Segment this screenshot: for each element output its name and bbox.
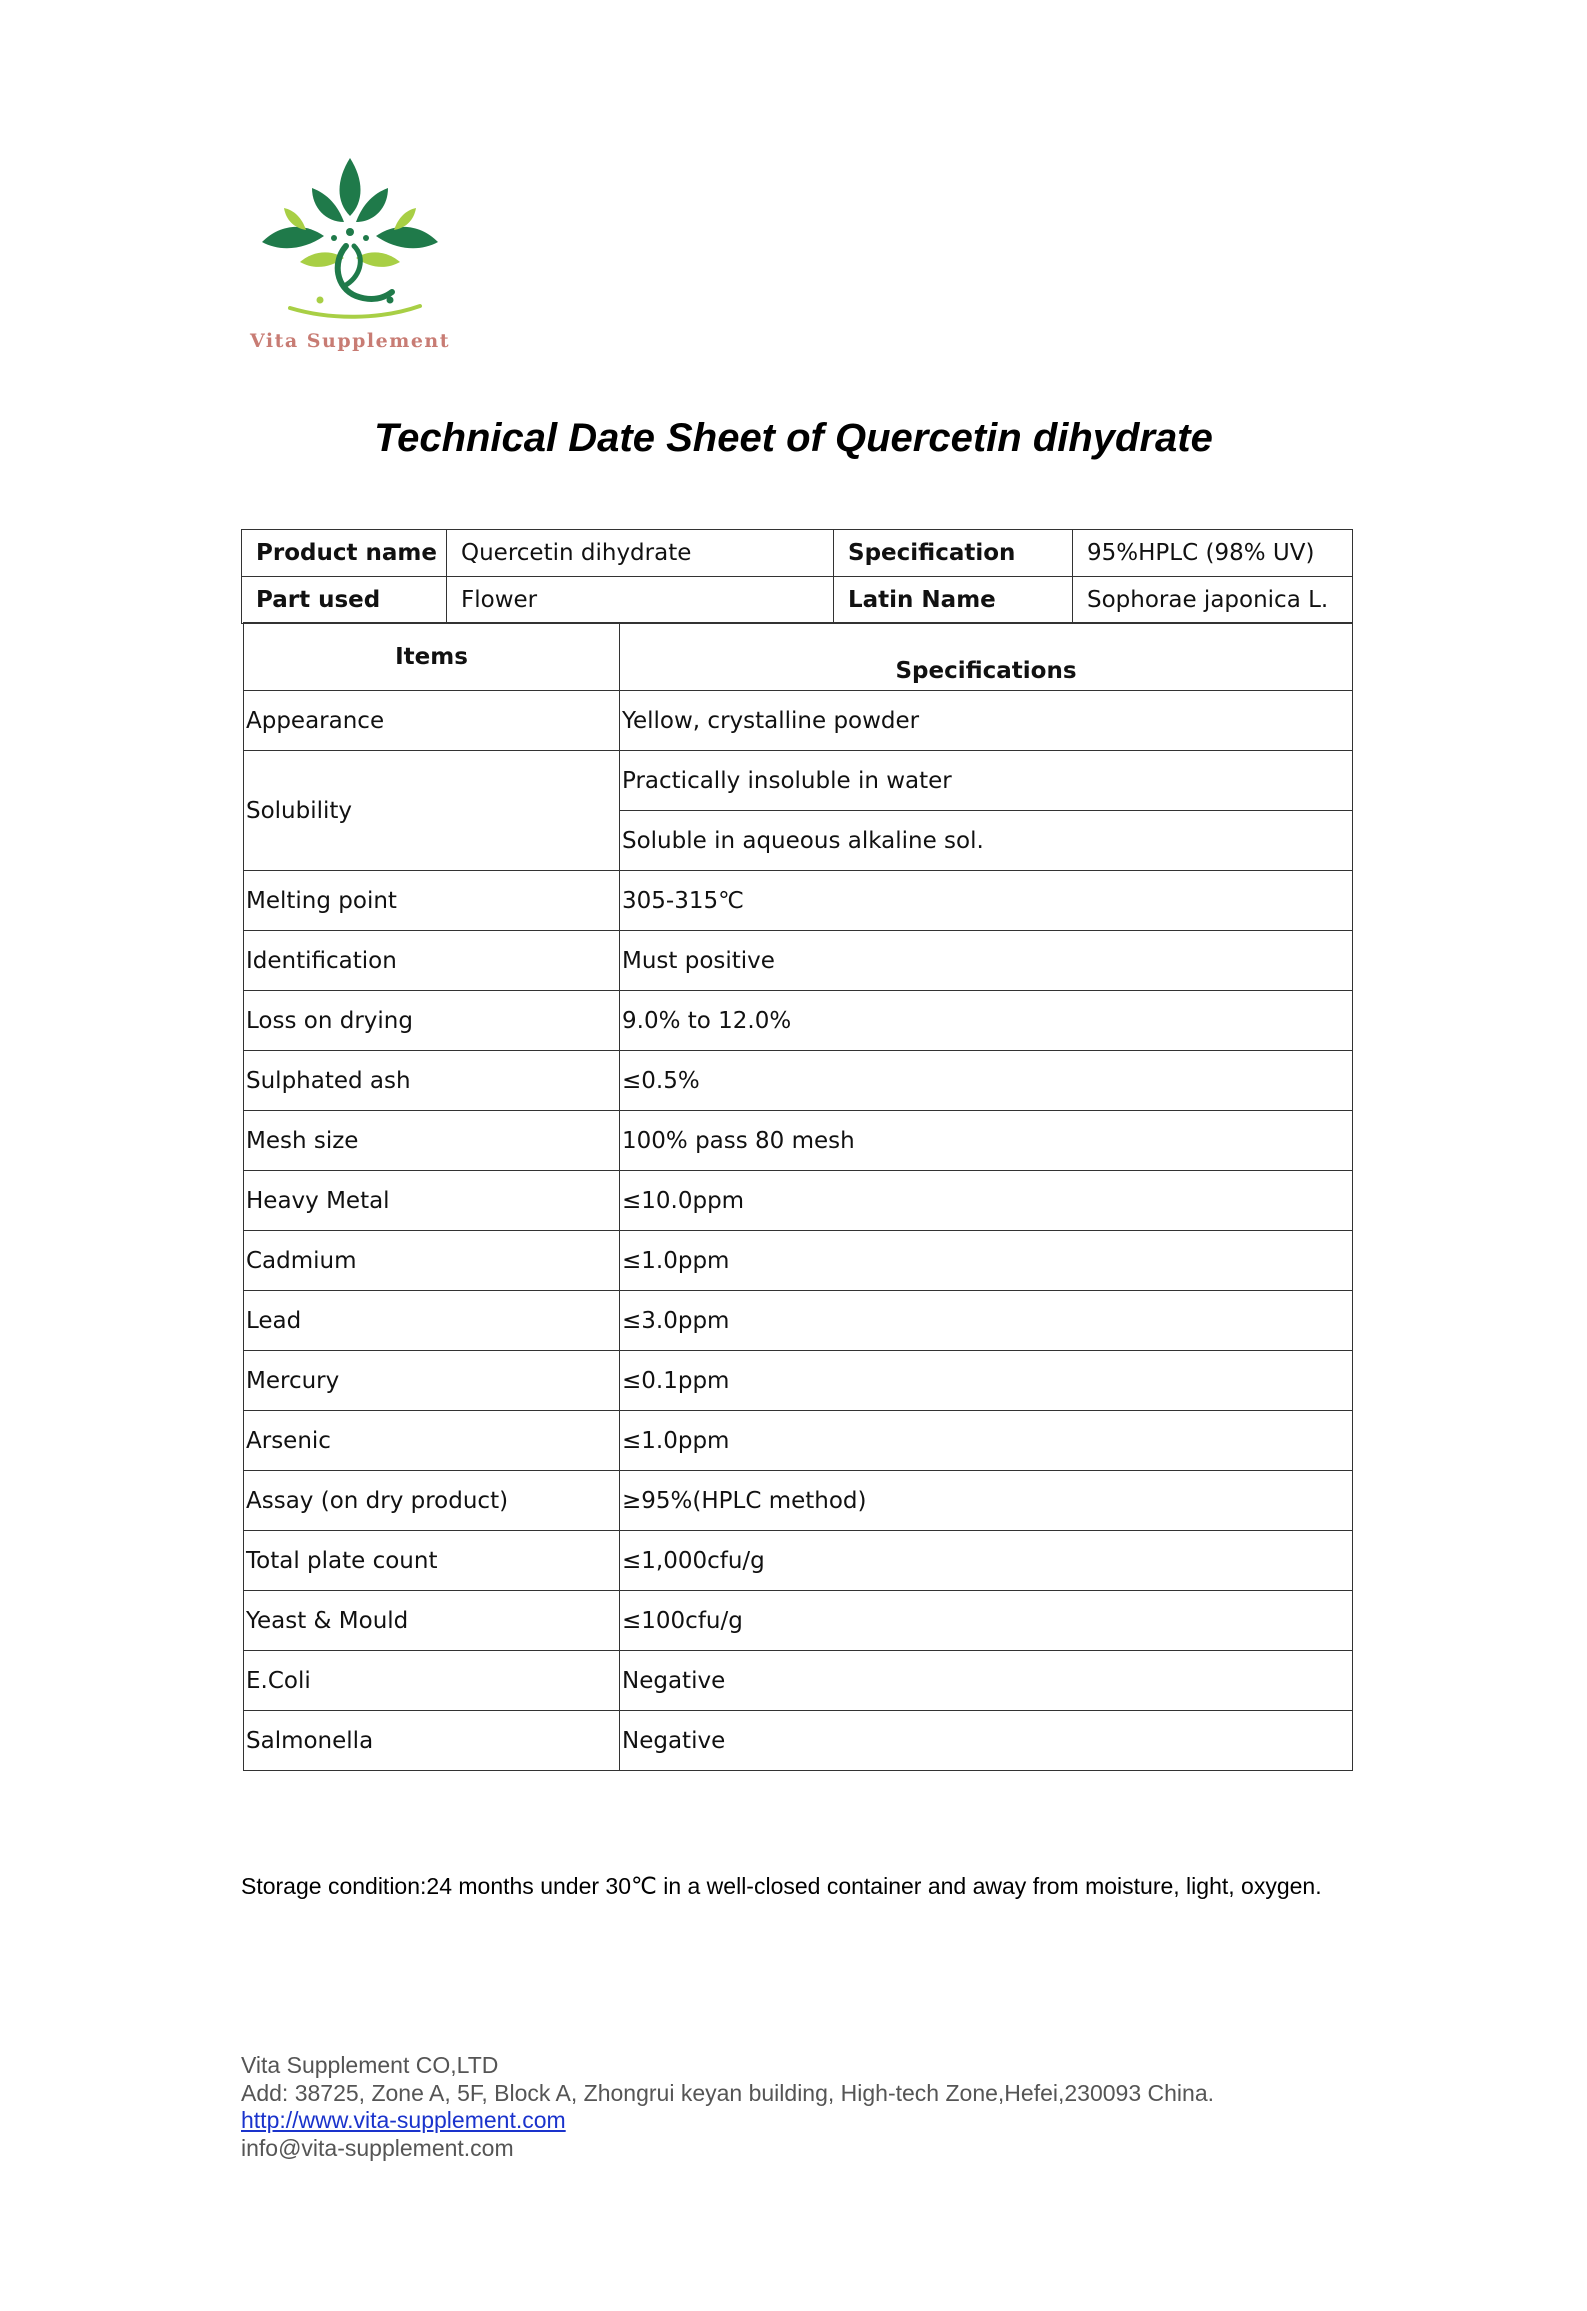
storage-condition: Storage condition:24 months under 30℃ in a well-closed container and away from moisture, light, oxygen. [241,1873,1322,1899]
header-specifications: Specifications [620,623,1353,691]
item-cell: Salmonella [244,1711,620,1771]
info-label: Part used [242,577,447,624]
item-cell: Arsenic [244,1411,620,1471]
table-row [244,691,1353,751]
document-title: Technical Date Sheet of Quercetin dihydrate [374,416,1213,460]
spec-cell: Negative [620,1651,1353,1711]
spec-cell: Practically insoluble in water [620,751,1353,811]
spec-cell: ≤10.0ppm [620,1171,1353,1231]
item-cell: Mercury [244,1351,620,1411]
table-row [244,1351,1353,1411]
item-cell: Assay (on dry product) [244,1471,620,1531]
info-value: Sophorae japonica L. [1073,577,1353,624]
footer [241,2052,1214,2162]
table-row [244,1411,1353,1471]
info-row [242,530,1353,577]
table-row [244,871,1353,931]
company-email: info@vita-supplement.com [241,2134,514,2161]
table-header-row [244,623,1353,691]
info-value: 95%HPLC (98% UV) [1073,530,1353,577]
spec-cell: Negative [620,1711,1353,1771]
info-value: Quercetin dihydrate [447,530,834,577]
table-row [244,1111,1353,1171]
item-cell: Sulphated ash [244,1051,620,1111]
table-row [244,1471,1353,1531]
header-items: Items [244,623,620,691]
item-cell: Solubility [244,751,620,871]
company-name: Vita Supplement CO,LTD [241,2052,499,2078]
item-cell: E.Coli [244,1651,620,1711]
info-label: Specification [834,530,1073,577]
item-cell: Heavy Metal [244,1171,620,1231]
spec-cell: Soluble in aqueous alkaline sol. [620,811,1353,871]
table-row [244,1231,1353,1291]
table-row [244,1711,1353,1771]
item-cell: Yeast & Mould [244,1591,620,1651]
table-row [244,991,1353,1051]
item-cell: Identification [244,931,620,991]
spec-cell: ≤1.0ppm [620,1411,1353,1471]
leaf-logo-icon [240,150,460,330]
spec-cell: ≤0.1ppm [620,1351,1353,1411]
item-cell: Appearance [244,691,620,751]
table-row [244,1051,1353,1111]
company-logo [240,150,460,365]
table-row [244,751,1353,811]
table-row [244,1291,1353,1351]
info-label: Latin Name [834,577,1073,624]
spec-cell: 100% pass 80 mesh [620,1111,1353,1171]
info-row [242,577,1353,624]
spec-cell: ≤3.0ppm [620,1291,1353,1351]
item-cell: Loss on drying [244,991,620,1051]
spec-cell: ≤1,000cfu/g [620,1531,1353,1591]
item-cell: Cadmium [244,1231,620,1291]
info-label: Product name [242,530,447,577]
table-row [244,1171,1353,1231]
item-cell: Total plate count [244,1531,620,1591]
spec-cell: 305-315℃ [620,871,1353,931]
spec-cell: ≤1.0ppm [620,1231,1353,1291]
item-cell: Lead [244,1291,620,1351]
spec-cell: 9.0% to 12.0% [620,991,1353,1051]
table-row [244,1531,1353,1591]
specifications-table [243,622,1353,1771]
logo-text: Vita Supplement [249,330,451,352]
item-cell: Mesh size [244,1111,620,1171]
company-address: Add: 38725, Zone A, 5F, Block A, Zhongrui keyan building, High-tech Zone,Hefei,230093 China. [241,2079,1215,2106]
item-cell: Melting point [244,871,620,931]
table-row [244,1651,1353,1711]
table-row [244,1591,1353,1651]
info-value: Flower [447,577,834,624]
spec-cell: Yellow, crystalline powder [620,691,1353,751]
spec-cell: ≤100cfu/g [620,1591,1353,1651]
website-link[interactable]: http://www.vita-supplement.com [241,2107,566,2133]
table-row [244,931,1353,991]
product-info-table [241,529,1353,624]
spec-cell: ≥95%(HPLC method) [620,1471,1353,1531]
spec-cell: ≤0.5% [620,1051,1353,1111]
spec-cell: Must positive [620,931,1353,991]
